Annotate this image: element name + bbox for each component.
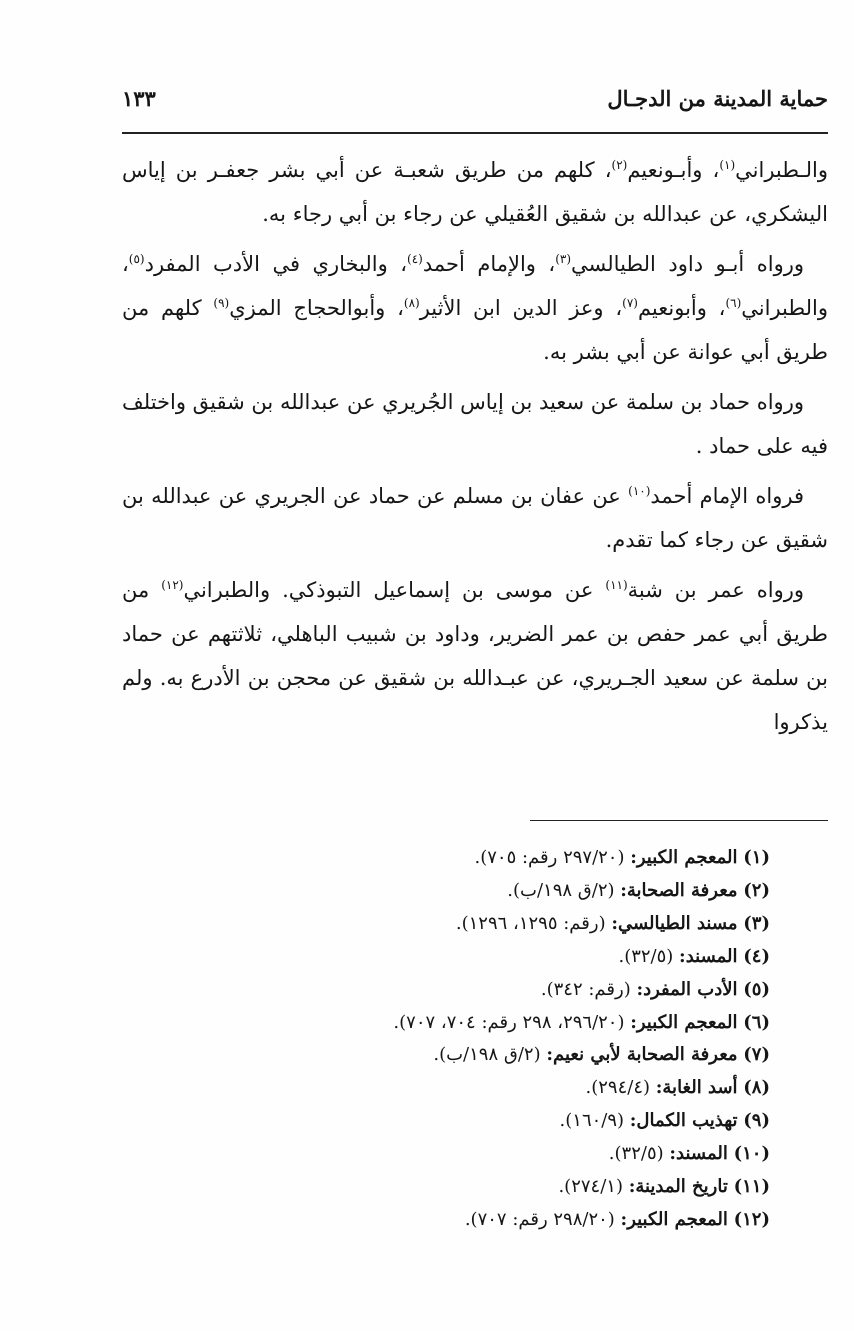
text-run: ، وأبونعيم — [637, 296, 726, 320]
footnote-number: (٧) — [743, 1044, 770, 1066]
footnote-reference: (رقم: ٣٤٢). — [540, 978, 637, 1000]
footnote-number: (٥) — [743, 978, 770, 1000]
footnote-item — [122, 1204, 828, 1237]
footnote-marker: (١) — [719, 158, 736, 172]
footnote-marker: (١٠) — [628, 484, 651, 498]
footnote-item — [122, 1007, 828, 1040]
footnote-marker: (٧) — [622, 296, 638, 310]
footnote-title: تهذيب الكمال: — [629, 1110, 738, 1132]
text-run: من طريق أبي عمر حفص بن عمر الضرير، وداود بن شبيب الباهلي، ثلاثتهم عن حماد بن سلمة عن سعيد الجـريري، عن عبـدالله بن شقيق عن محجن بن الأدرع به. ولم يذكروا — [122, 578, 828, 734]
footnote-item — [122, 908, 828, 941]
footnote-reference: (رقم: ١٢٩٥، ١٢٩٦). — [455, 912, 612, 934]
footnote-title: أسد الغابة: — [655, 1077, 738, 1099]
footnote-marker: (٥) — [128, 252, 145, 266]
footnote-reference: (٢/ق ١٩٨/ب). — [433, 1044, 547, 1066]
footnote-reference: (٢٩٦/٢٠، ٢٩٨ رقم: ٧٠٤، ٧٠٧). — [393, 1011, 631, 1033]
footnote-reference: (٢٩٨/٢٠ رقم: ٧٠٧). — [464, 1208, 621, 1230]
text-run: كلهم من طريق أبي عوانة عن أبي بشر به. — [122, 296, 828, 364]
header-rule — [122, 132, 828, 134]
footnote-marker: (١٢) — [161, 578, 184, 592]
text-run: ، وأبوالحجاج المزي — [229, 296, 404, 320]
text-run: والـطبراني — [735, 158, 828, 182]
footnote-title: الأدب المفرد: — [636, 978, 738, 1000]
footnote-reference: (٢٩٧/٢٠ رقم: ٧٠٥). — [474, 847, 631, 868]
footnote-title: معرفة الصحابة لأبي نعيم: — [546, 1044, 738, 1066]
footnote-item — [122, 1072, 828, 1105]
footnote-marker: (١١) — [605, 578, 628, 592]
text-run: عن موسى بن إسماعيل التبوذكي. والطبراني — [183, 578, 606, 602]
footnote-number: (٤) — [743, 945, 770, 967]
footnote-marker: (٢) — [611, 158, 628, 172]
footnote-item — [122, 1105, 828, 1138]
footnote-number: (١١) — [733, 1176, 770, 1198]
footnote-number: (١٢) — [733, 1208, 770, 1230]
footnote-title: المعجم الكبير: — [630, 1011, 738, 1033]
footnote-item — [122, 1039, 828, 1072]
paragraph — [122, 148, 828, 236]
running-title: حماية المدينة من الدجـال — [607, 86, 828, 111]
page-header — [122, 78, 828, 118]
footnote-reference: (٢/ق ١٩٨/ب). — [507, 879, 621, 901]
footnote-title: معرفة الصحابة: — [620, 879, 738, 901]
text-run: ، والإمام أحمد — [422, 252, 556, 276]
footnote-number: (٢) — [743, 879, 770, 901]
text-run: ، والطبراني — [122, 252, 828, 320]
text-run: ورواه عمر بن شبة — [627, 578, 804, 602]
text-run: ، وعز الدين ابن الأثير — [419, 296, 623, 320]
paragraph — [122, 474, 828, 562]
footnote-number: (٣) — [743, 912, 770, 934]
footnotes-list — [122, 842, 828, 1237]
footnote-number: (١٠) — [733, 1143, 770, 1165]
text-run: ، والبخاري في الأدب المفرد — [144, 252, 408, 276]
text-run: ، كلهم من طريق شعبـة عن أبي بشر جعفـر بن إياس اليشكري، عن عبدالله بن شقيق العُقيلي عن رجاء بن أبي رجاء به. — [122, 158, 828, 226]
text-run: عن عفان بن مسلم عن حماد عن الجريري عن عبدالله بن شقيق عن رجاء كما تقدم. — [122, 484, 828, 552]
footnote-marker: (٤) — [407, 252, 423, 266]
footnote-item — [122, 842, 828, 875]
footnote-number: (٦) — [743, 1011, 770, 1033]
footnote-reference: (٣٢/٥). — [608, 1143, 670, 1165]
text-run: ، وأبـونعيم — [627, 158, 720, 182]
footnote-number: (٩) — [743, 1110, 770, 1132]
footnote-item — [122, 875, 828, 908]
footnote-title: المسند: — [669, 1143, 728, 1165]
footnote-reference: (٣٢/٥). — [618, 945, 680, 967]
paragraph — [122, 380, 828, 468]
footnote-title: تاريخ المدينة: — [628, 1176, 728, 1198]
footnote-number: (٨) — [743, 1077, 770, 1099]
footnote-marker: (٩) — [213, 296, 230, 310]
text-run: ورواه أبـو داود الطيالسي — [571, 252, 804, 276]
footnote-reference: (٢٩٤/٤). — [585, 1077, 656, 1099]
footnote-marker: (٦) — [725, 296, 742, 310]
footnote-item — [122, 1171, 828, 1204]
footnote-title: المسند: — [679, 945, 738, 967]
footnote-title: المعجم الكبير: — [620, 1208, 728, 1230]
footnote-title: مسند الطيالسي: — [611, 912, 738, 934]
footnote-reference: (١٦٠/٩). — [559, 1110, 630, 1132]
main-text — [122, 148, 828, 750]
footnote-item — [122, 941, 828, 974]
footnote-number: (١) — [743, 847, 770, 868]
footnote-item — [122, 974, 828, 1007]
text-run: ورواه حماد بن سلمة عن سعيد بن إياس الجُريري عن عبدالله بن شقيق واختلف فيه على حماد . — [122, 390, 828, 458]
footnote-reference: (٢٧٤/١). — [558, 1176, 629, 1198]
footnote-item — [122, 1138, 828, 1171]
footnote-marker: (٣) — [555, 252, 572, 266]
text-run: فرواه الإمام أحمد — [650, 484, 804, 508]
page-number: ١٣٣ — [122, 86, 156, 111]
footnote-title: المعجم الكبير: — [630, 847, 738, 868]
paragraph — [122, 242, 828, 374]
footnote-separator — [530, 820, 828, 821]
footnote-marker: (٨) — [403, 296, 420, 310]
paragraph — [122, 568, 828, 744]
